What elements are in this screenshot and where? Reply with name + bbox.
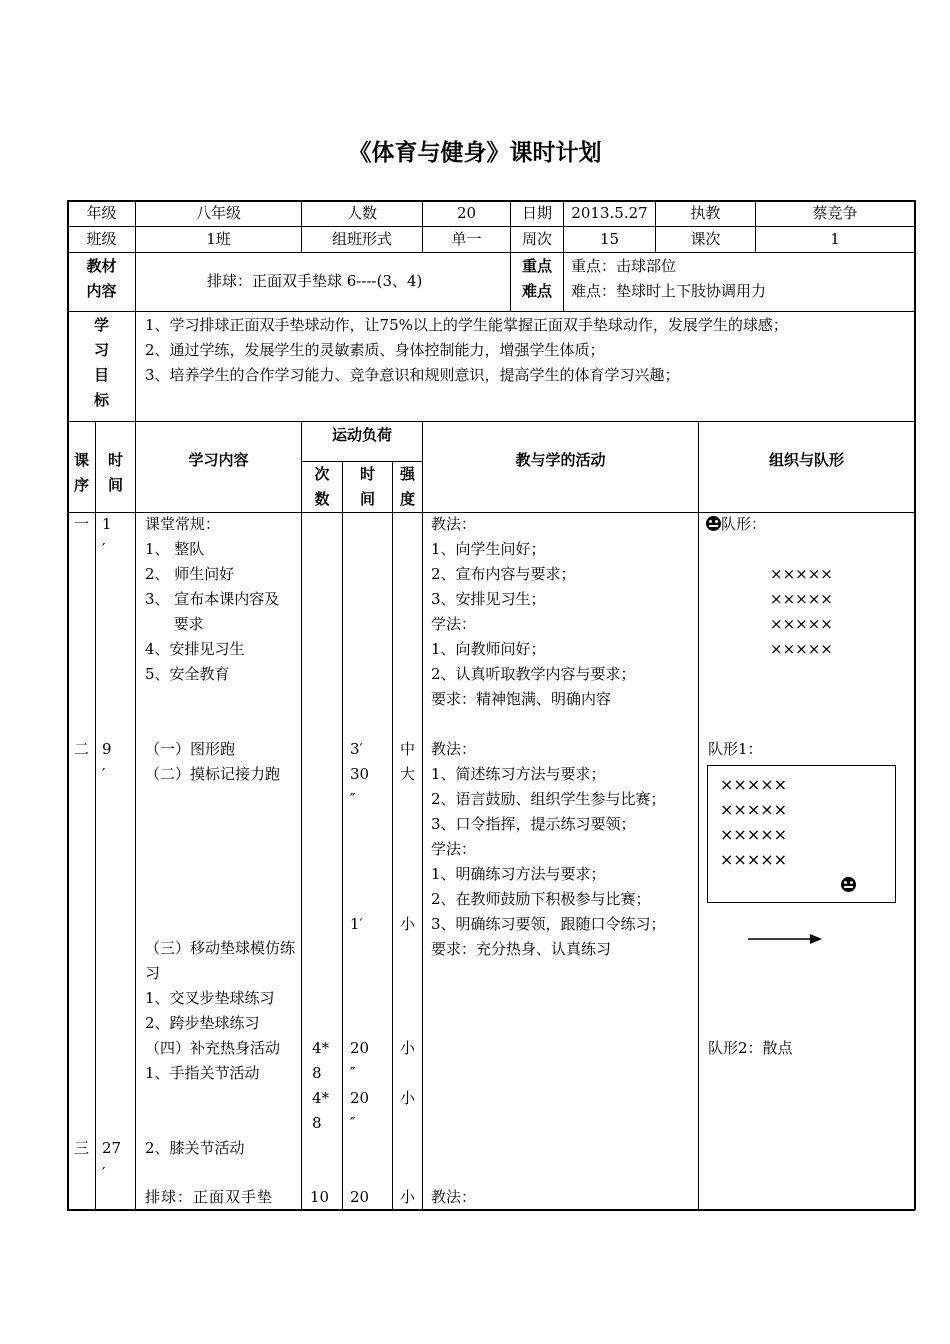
section-one-org-label: 队形： xyxy=(706,512,906,537)
objective-item: 3、培养学生的合作学习能力、竞争意识和规则意识，提高学生的体育学习兴趣； xyxy=(145,366,680,384)
header-time: 时 间 xyxy=(107,451,123,494)
date-label: 日期 xyxy=(521,204,552,222)
header-organization: 组织与队形 xyxy=(768,451,844,469)
load-intensity-d: 小 xyxy=(399,1089,415,1107)
load-duration-a: 3′ 30 ″ xyxy=(350,740,370,808)
load-intensity-a: 中 大 xyxy=(399,740,415,783)
teacher-icon xyxy=(706,516,721,531)
header-intensity: 强 度 xyxy=(399,465,415,508)
format-value: 单一 xyxy=(451,230,482,248)
class-value: 1班 xyxy=(206,230,231,248)
lesson-label: 课次 xyxy=(690,230,721,248)
load-intensity-b: 小 xyxy=(399,915,415,933)
load-duration-c: 20 ″ xyxy=(350,1039,370,1082)
header-order: 课 序 xyxy=(73,451,89,494)
week-label: 周次 xyxy=(521,230,552,248)
section-two-content-c: 2、膝关节活动 xyxy=(145,1139,245,1157)
teacher-icon xyxy=(841,877,856,892)
count-value: 20 xyxy=(456,204,477,222)
section-one-order: 一 xyxy=(73,515,89,533)
formation-row: ××××× xyxy=(770,565,833,583)
grade-label: 年级 xyxy=(86,204,117,222)
section-one-time: 1 ′ xyxy=(102,515,112,558)
formation-row: ××××× xyxy=(770,640,833,658)
section-three-duration: 20 xyxy=(350,1188,370,1206)
header-content: 学习内容 xyxy=(188,451,249,469)
key-points-label: 重点 难点 xyxy=(521,257,552,300)
format-label: 组班形式 xyxy=(331,230,392,248)
section-one-formation xyxy=(770,562,890,662)
formation-1-students xyxy=(720,772,840,872)
section-two-content-a: （一）图形跑 （二）摸标记接力跑 xyxy=(145,740,281,783)
teacher-value: 蔡竞争 xyxy=(812,204,858,222)
lesson-value: 1 xyxy=(830,230,840,248)
section-two-order: 二 xyxy=(73,740,89,758)
load-times-c: 4* 8 xyxy=(312,1039,330,1082)
section-one-content: 课堂常规： 1、 整队 2、 师生问好 3、 宣布本课内容及 要求 4、安排见习生 5、安全教育 xyxy=(145,515,280,683)
count-label: 人数 xyxy=(346,204,377,222)
load-duration-d: 20 ″ xyxy=(350,1089,370,1132)
formation-2-label: 队形2：散点 xyxy=(708,1039,793,1057)
section-three-time: 27 ′ xyxy=(102,1139,122,1182)
objectives-list xyxy=(145,313,913,388)
header-load: 运动负荷 xyxy=(331,426,392,444)
grade-value: 八年级 xyxy=(195,204,241,222)
section-one-activity: 教法： 1、向学生问好； 2、宣布内容与要求； 3、安排见习生； 学法： 1、向教师问好； 2、认真听取教学内容与要求； 要求：精神饱满、明确内容 xyxy=(431,515,636,708)
section-three-intensity: 小 xyxy=(399,1188,415,1206)
key-points: 重点：击球部位 难点：垫球时上下肢协调用力 xyxy=(571,257,767,300)
formation-1-label: 队形1： xyxy=(708,740,763,758)
formation-row: ××××× xyxy=(720,800,788,819)
section-three-activity: 教法： xyxy=(431,1188,477,1206)
formation-row: ××××× xyxy=(770,590,833,608)
formation-row: ××××× xyxy=(720,825,788,844)
class-label: 班级 xyxy=(86,230,117,248)
objective-item: 1、学习排球正面双手垫球动作，让75%以上的学生能掌握正面双手垫球动作，发展学生的球感； xyxy=(145,316,788,334)
page-title: 《体育与健身》课时计划 xyxy=(348,140,602,166)
formation-row: ××××× xyxy=(720,850,788,869)
section-three-times: 10 xyxy=(310,1188,330,1206)
objective-item: 2、通过学练，发展学生的灵敏素质、身体控制能力，增强学生体质； xyxy=(145,341,605,359)
section-two-time: 9 ′ xyxy=(102,740,112,783)
load-times-d: 4* 8 xyxy=(312,1089,330,1132)
date-value: 2013.5.27 xyxy=(571,204,648,222)
load-intensity-c: 小 xyxy=(399,1039,415,1057)
section-three-content: 排球：正面双手垫 xyxy=(145,1188,274,1206)
header-times: 次 数 xyxy=(314,465,330,508)
header-activity: 教与学的活动 xyxy=(515,451,606,469)
section-two-activity: 教法： 1、简述练习方法与要求； 2、语言鼓励、组织学生参与比赛； 3、口令指挥，提示练习要领； 学法： 1、明确练习方法与要求； 2、在教师鼓励下积极参与比赛； 3、明确练习要领，跟随口令练习； 要求：充分热身、认真练习 xyxy=(431,740,666,958)
load-duration-b: 1′ xyxy=(350,915,363,933)
section-three-order: 三 xyxy=(73,1139,89,1157)
week-value: 15 xyxy=(599,230,620,248)
formation-row: ××××× xyxy=(720,775,788,794)
arrow-right-icon xyxy=(746,932,826,946)
formation-row: ××××× xyxy=(770,615,833,633)
teacher-label: 执教 xyxy=(690,204,721,222)
material-label: 教材 内容 xyxy=(86,257,117,300)
section-two-content-b: （三）移动垫球模仿练习 1、交叉步垫球练习 2、跨步垫球练习 （四）补充热身活动 1、手指关节活动 xyxy=(145,939,296,1082)
header-duration: 时 间 xyxy=(359,465,375,508)
material-content: 排球：正面双手垫球 6----(3、4) xyxy=(207,272,423,290)
objectives-label: 学 习 目 标 xyxy=(93,316,109,409)
